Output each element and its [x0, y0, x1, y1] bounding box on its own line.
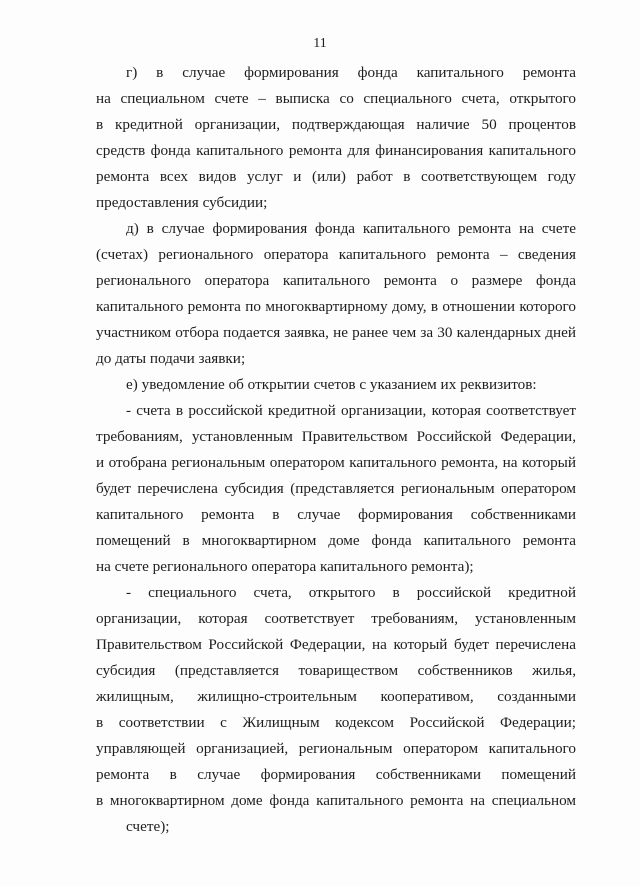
paragraph-line: организации, которая соответствует требованиям, установленным — [96, 610, 576, 627]
paragraph-line: в соответствии с Жилищным кодексом Российской Федерации; — [96, 714, 576, 731]
paragraph-line: субсидия (представляется товариществом собственников жилья, — [96, 662, 576, 679]
paragraph-line: помещений в многоквартирном доме фонда капитального ремонта — [96, 532, 576, 549]
paragraph-line: капитального ремонта в случае формирования собственниками — [96, 506, 576, 523]
paragraph-line: и отобрана региональным оператором капитального ремонта, на который — [96, 454, 576, 471]
paragraph-line: капитального ремонта по многоквартирному дому, в отношении которого — [96, 298, 576, 315]
paragraph-line: - счета в российской кредитной организации, которая соответствует — [126, 402, 576, 419]
paragraph-line: - специального счета, открытого в российской кредитной — [126, 584, 576, 601]
paragraph-line: в кредитной организации, подтверждающая наличие 50 процентов — [96, 116, 576, 133]
paragraph-line: участником отбора подается заявка, не ранее чем за 30 календарных дней — [96, 324, 576, 341]
paragraph-line: требованиям, установленным Правительством Российской Федерации, — [96, 428, 576, 445]
paragraph-line: ремонта всех видов услуг и (или) работ в соответствующем году — [96, 168, 576, 185]
paragraph-line: будет перечислена субсидия (представляется региональным оператором — [96, 480, 576, 497]
paragraph-line: е) уведомление об открытии счетов с указанием их реквизитов: — [126, 376, 537, 393]
paragraph-line: Правительством Российской Федерации, на который будет перечислена — [96, 636, 576, 653]
paragraph-line: управляющей организацией, региональным оператором капитального — [96, 740, 576, 757]
page-number: 11 — [313, 36, 327, 51]
paragraph-line: в многоквартирном доме фонда капитального ремонта на специальном — [96, 792, 576, 809]
paragraph-line: предоставления субсидии; — [96, 194, 268, 211]
paragraph-line: г) в случае формирования фонда капитального ремонта — [126, 64, 576, 81]
paragraph-line: регионального оператора капитального ремонта о размере фонда — [96, 272, 576, 289]
paragraph-line: на специальном счете – выписка со специального счета, открытого — [96, 90, 576, 107]
paragraph-line: (счетах) регионального оператора капитального ремонта – сведения — [96, 246, 576, 263]
paragraph-line: до даты подачи заявки; — [96, 350, 246, 367]
paragraph-line: д) в случае формирования фонда капитального ремонта на счете — [126, 220, 576, 237]
paragraph-line: ремонта в случае формирования собственниками помещений — [96, 766, 576, 783]
paragraph-line: жилищным, жилищно-строительным кооперативом, созданными — [96, 688, 576, 705]
paragraph-line: на счете регионального оператора капитального ремонта); — [96, 558, 474, 575]
paragraph-line: счете); — [126, 818, 170, 835]
paragraph-line: средств фонда капитального ремонта для финансирования капитального — [96, 142, 576, 159]
